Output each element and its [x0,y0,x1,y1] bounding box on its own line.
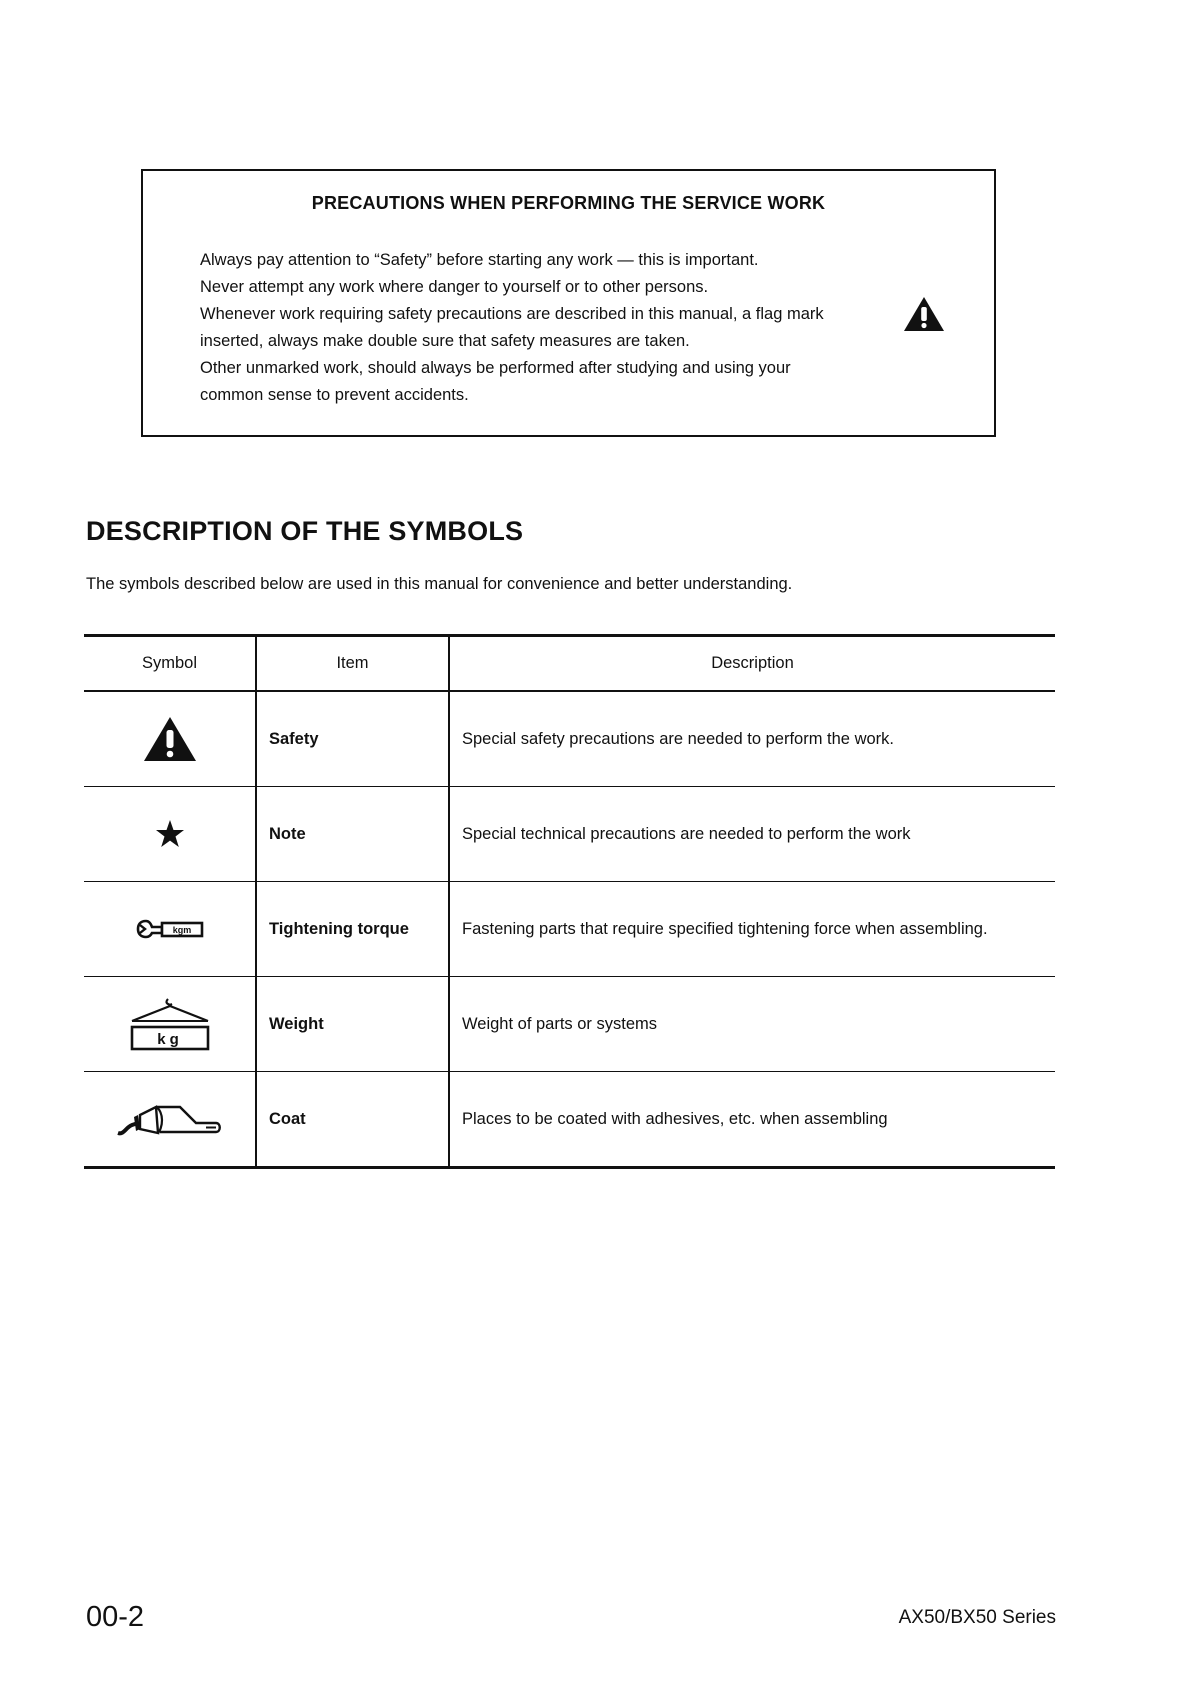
star-icon [155,819,185,849]
torque-wrench-icon [136,914,204,944]
item-cell: Safety [256,691,449,787]
description-cell: Places to be coated with adhesives, etc. when assembling [449,1072,1055,1168]
page-number: 00-2 [86,1601,145,1633]
symbol-cell [84,882,256,977]
table-row [84,787,1055,882]
header-symbol: Symbol [84,636,256,692]
precautions-text [200,247,940,409]
description-cell: Weight of parts or systems [449,977,1055,1072]
section-intro: The symbols described below are used in this manual for convenience and better understanding. [86,575,793,593]
description-cell: Fastening parts that require specified tightening force when assembling. [449,882,1055,977]
description-cell: Special safety precautions are needed to perform the work. [449,691,1055,787]
item-cell: Weight [256,977,449,1072]
torque-unit-label: kgm [172,925,191,935]
weight-unit-label: kg [156,1031,183,1048]
symbol-cell [84,977,256,1072]
symbol-cell [84,1072,256,1168]
header-item: Item [256,636,449,692]
precautions-line: inserted, always make double sure that safety measures are taken. [200,332,690,350]
description-cell: Special technical precautions are needed to perform the work [449,787,1055,882]
warning-triangle-icon [143,716,197,762]
item-cell: Coat [256,1072,449,1168]
table-header-row [84,636,1055,692]
series-label: AX50/BX50 Series [898,1607,1056,1628]
precautions-line: Never attempt any work where danger to yourself or to other persons. [200,278,709,296]
table-row [84,977,1055,1072]
symbol-cell [84,787,256,882]
table-row [84,691,1055,787]
precautions-line: common sense to prevent accidents. [200,386,469,404]
precautions-box [141,169,996,437]
symbols-table [84,634,1055,1169]
weight-icon [128,997,212,1051]
precautions-line: Always pay attention to “Safety” before starting any work — this is important. [200,251,759,269]
precautions-line: Whenever work requiring safety precautions are described in this manual, a flag mark [200,305,824,323]
header-description: Description [449,636,1055,692]
item-cell: Tightening torque [256,882,449,977]
warning-triangle-icon [903,296,945,332]
symbol-cell [84,691,256,787]
item-cell: Note [256,787,449,882]
table-row [84,1072,1055,1168]
precautions-line: Other unmarked work, should always be performed after studying and using your [200,359,791,377]
coat-tube-icon [116,1099,224,1139]
precautions-title: PRECAUTIONS WHEN PERFORMING THE SERVICE WORK [311,193,826,213]
table-row [84,882,1055,977]
section-title: DESCRIPTION OF THE SYMBOLS [86,516,524,546]
